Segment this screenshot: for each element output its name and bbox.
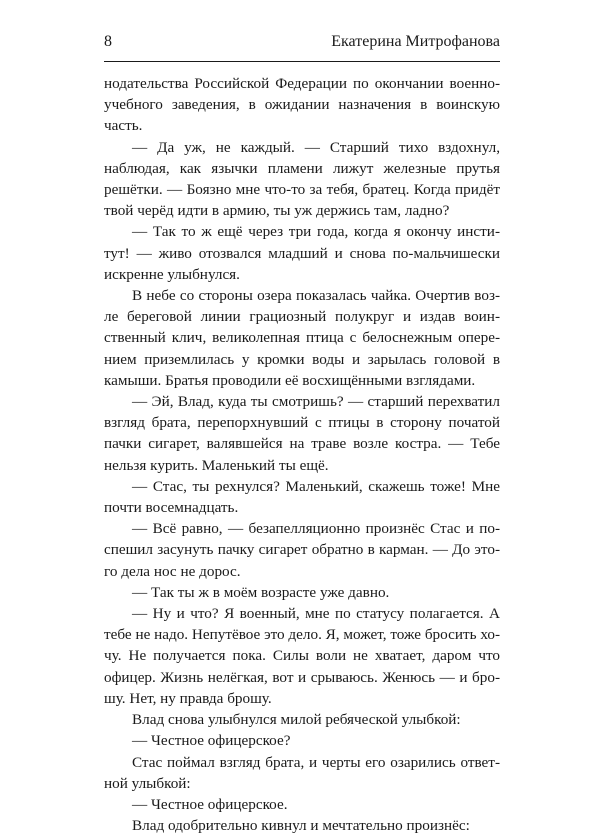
header-rule (104, 61, 500, 62)
paragraph: — Ну и что? Я военный, мне по статусу полагается. А тебе не надо. Непутёвое это дело. Я, может, тоже бросить хочу. Не получается пока. Силы воли не хватает, даром что офицер. Жизнь нелёгкая, вот и срываюсь. Женюсь — и брошу. Нет, ну правда брошу. (104, 605, 501, 707)
paragraph: — Так то ж ещё через три года, когда я окончу институт! — живо отозвался младший и снова по-мальчишески искренне улыбнулся. (104, 223, 500, 283)
paragraph: В небе со стороны озера показалась чайка. Очертив возле береговой линии грациозный полукруг и издав воинственный клич, великолепная птица с белоснежным оперением приземлилась у кромки воды и зарылась головой в камыши. Братья проводили её восхищёнными взглядами. (104, 287, 500, 389)
paragraph: — Честное офицерское. (132, 795, 288, 813)
running-title: Екатерина Митрофанова (331, 33, 500, 50)
paragraph: — Так ты ж в моём возрасте уже давно. (132, 583, 390, 601)
paragraph: нодательства Российской Федерации по окончании военноучебного заведения, в ожидании назначения в воинскую часть. (104, 75, 500, 135)
paragraph: — Всё равно, — безапелляционно произнёс Стас и поспешил засунуть пачку сигарет обратно в карман. — До этого дела нос не дорос. (104, 520, 500, 580)
body-text (104, 73, 500, 836)
paragraph: — Да уж, не каждый. — Старший тихо вздохнул, наблюдая, как язычки пламени лижут железные прутья решётки. — Боязно мне что-то за тебя, братец. Когда придёт твой черёд идти в армию, ты уж держись там, ладно? (104, 138, 500, 220)
page-number: 8 (104, 33, 112, 50)
paragraph: Стас поймал взгляд брата, и черты его озарились ответной улыбкой: (104, 753, 500, 792)
paragraph: — Эй, Влад, куда ты смотришь? — старший перехватил взгляд брата, перепорхнувший с птицы в сторону початой пачки сигарет, валявшейся на траве возле костра. — Тебе нельзя курить. Маленький ты ещё. (104, 393, 500, 474)
paragraph: Влад снова улыбнулся милой ребяческой улыбкой: (132, 711, 461, 729)
paragraph: — Стас, ты рехнулся? Маленький, скажешь тоже! Мне почти восемнадцать. (104, 477, 500, 517)
paragraph: Влад одобрительно кивнул и мечтательно произнёс: (132, 817, 470, 835)
running-header (104, 30, 500, 54)
paragraph: — Честное офицерское? (132, 732, 291, 750)
